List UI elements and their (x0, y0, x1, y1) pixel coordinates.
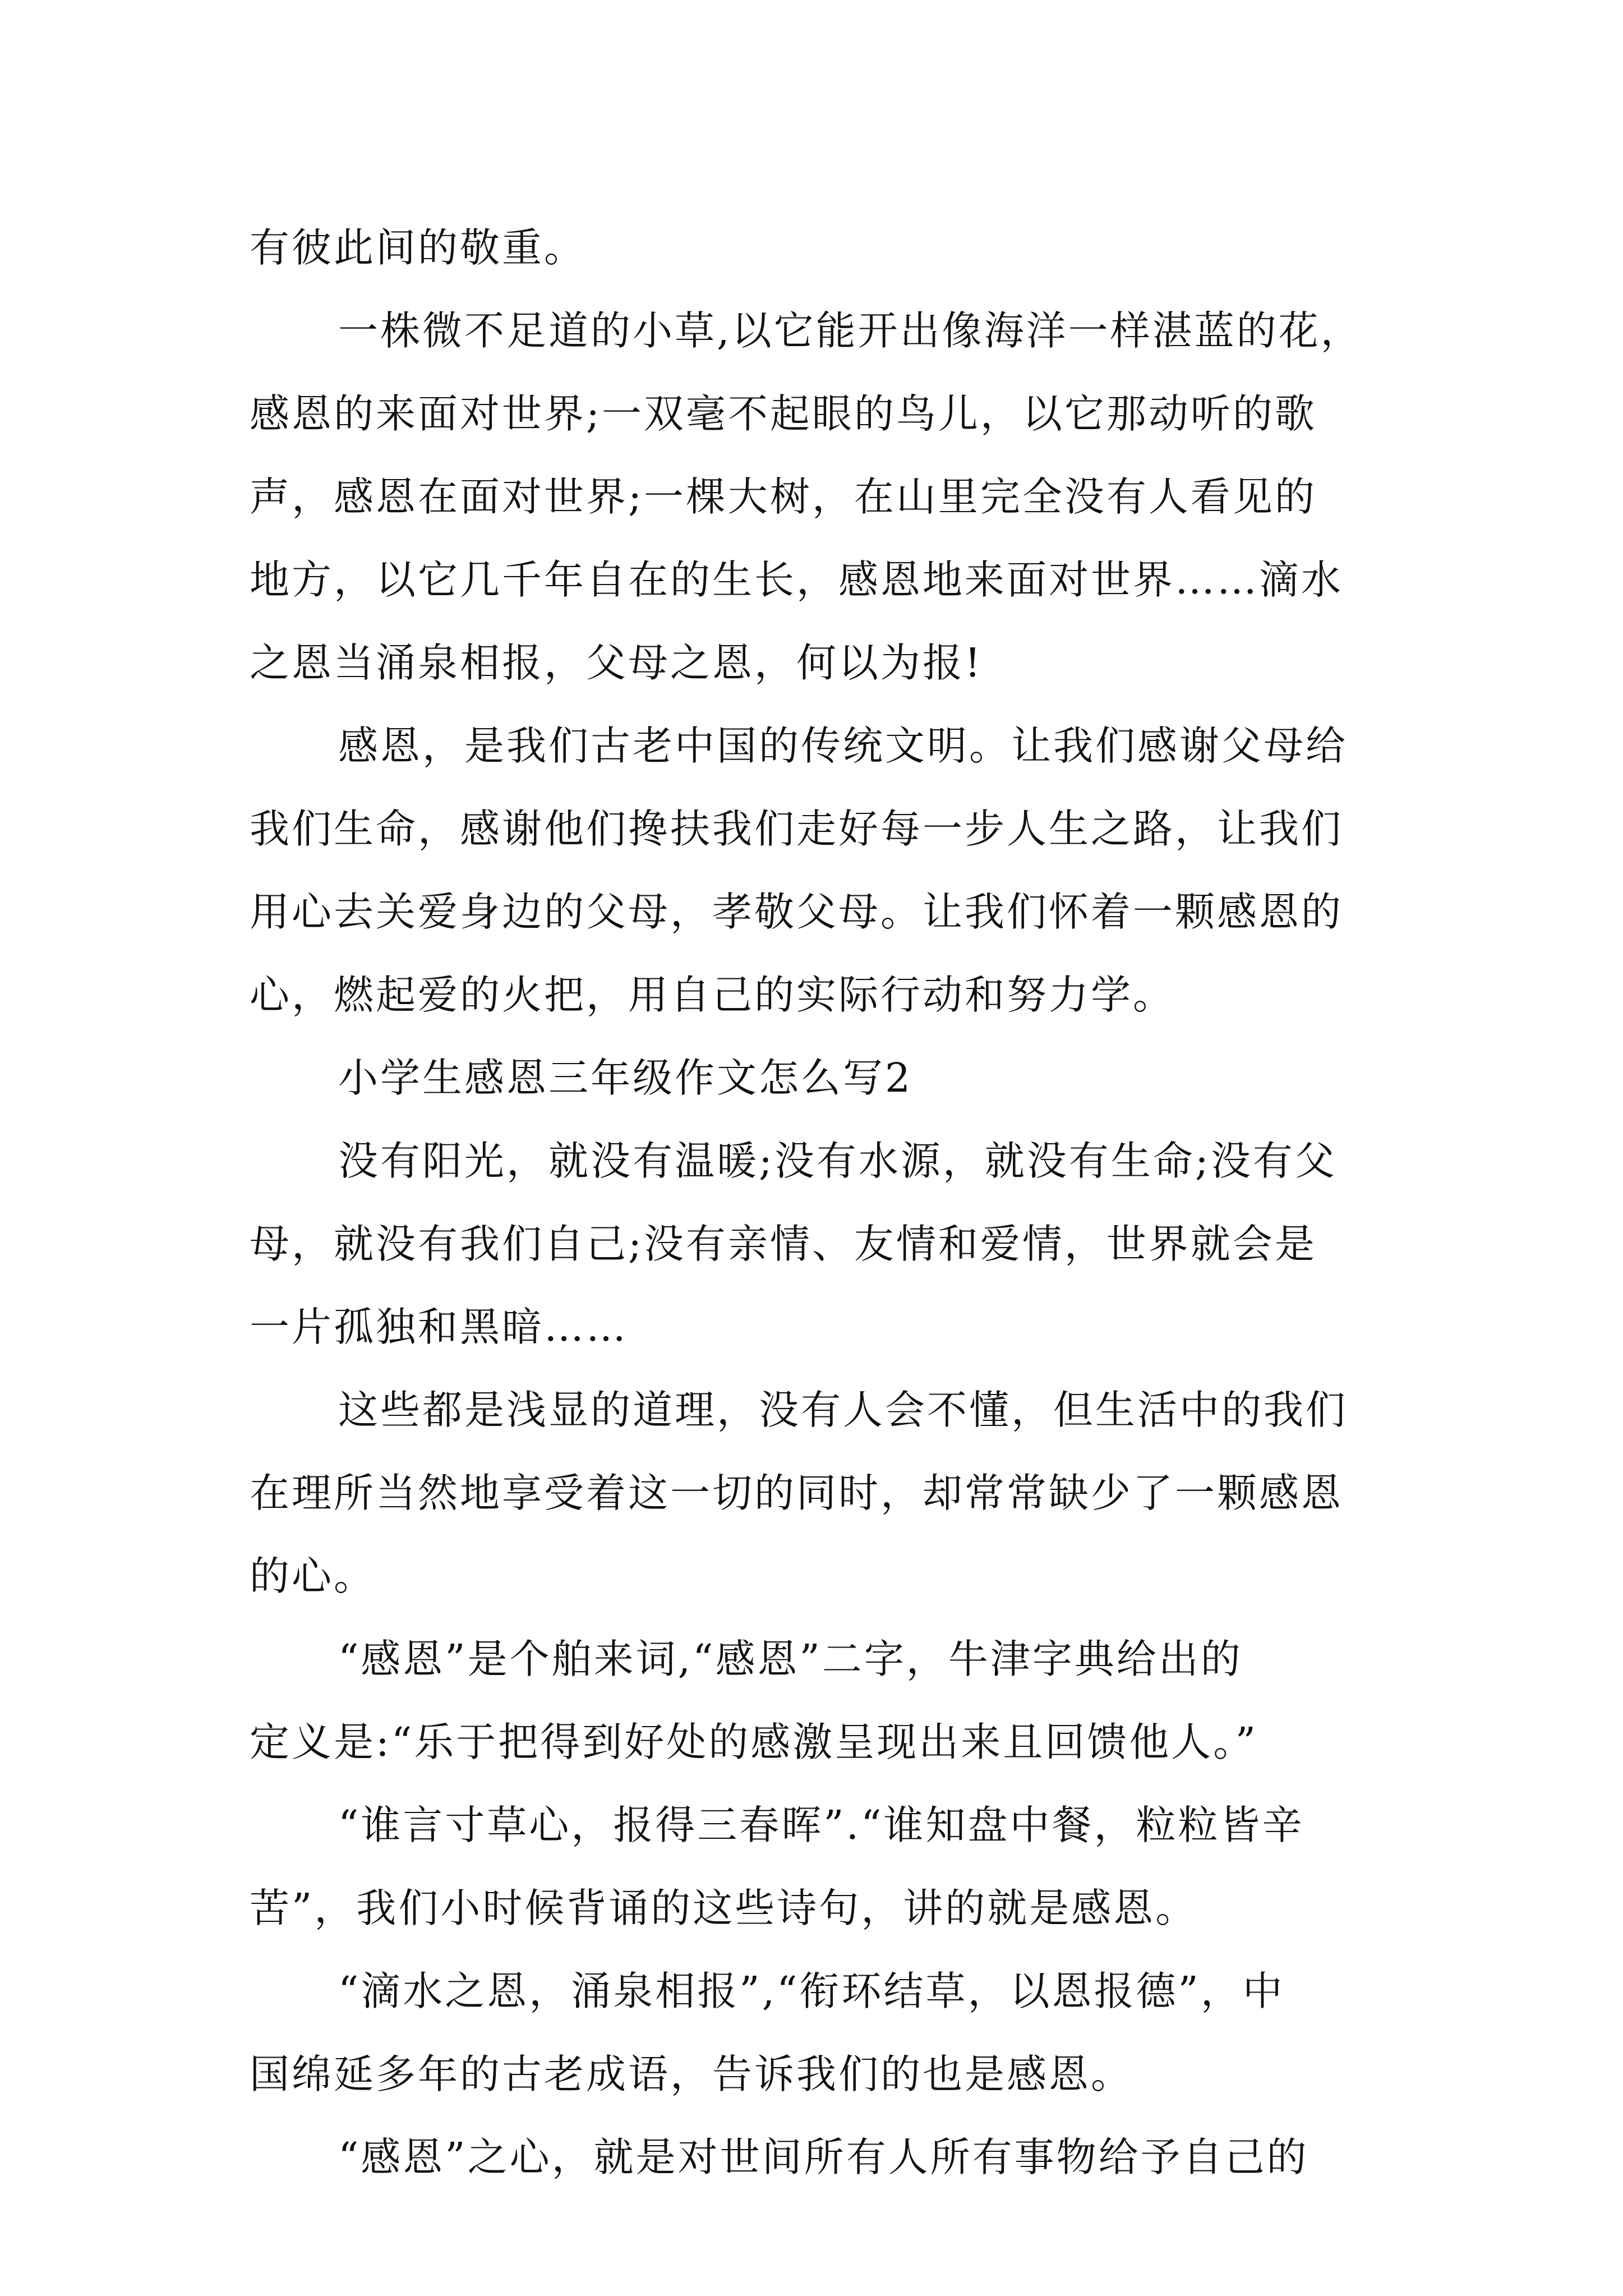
text-line: 国绵延多年的古老成语，告诉我们的也是感恩。 (250, 2051, 1133, 2097)
text-line: 一片孤独和黑暗…… (250, 1304, 629, 1350)
text-line: 声，感恩在面对世界;一棵大树，在山里完全没有人看见的 (250, 473, 1317, 520)
document-page (250, 206, 1391, 2199)
text-line: 用心去关爱身边的父母，孝敬父母。让我们怀着一颗感恩的 (250, 889, 1344, 935)
text-line: 一株微不足道的小草,以它能开出像海洋一样湛蓝的花， (338, 307, 1363, 354)
text-line: 苦”，我们小时候背诵的这些诗句，讲的就是感恩。 (250, 1885, 1198, 1931)
text-line: “感恩”之心，就是对世间所有人所有事物给予自己的 (338, 2134, 1309, 2180)
text-line: 母，就没有我们自己;没有亲情、友情和爱情，世界就会是 (250, 1221, 1317, 1267)
text-line: 之恩当涌泉相报，父母之恩，何以为报! (250, 639, 983, 686)
text-line: 没有阳光，就没有温暖;没有水源，就没有生命;没有父 (338, 1138, 1337, 1184)
text-line: 地方，以它几千年自在的生长，感恩地来面对世界……滴水 (250, 556, 1344, 603)
text-line: 感恩的来面对世界;一双毫不起眼的鸟儿，以它那动听的歌 (250, 390, 1317, 437)
text-line: 在理所当然地享受着这一切的同时，却常常缺少了一颗感恩 (250, 1470, 1344, 1516)
text-line: 心，燃起爱的火把，用自己的实际行动和努力学。 (250, 972, 1175, 1018)
text-line: “感恩”是个舶来词,“感恩”二字，牛津字典给出的 (338, 1636, 1243, 1682)
text-line: “谁言寸草心，报得三春晖”.“谁知盘中餐，粒粒皆辛 (338, 1802, 1304, 1848)
text-line: 这些都是浅显的道理，没有人会不懂，但生活中的我们 (338, 1387, 1348, 1433)
text-line: 有彼此间的敬重。 (250, 224, 587, 271)
text-line: “滴水之恩，涌泉相报”,“衔环结草，以恩报德”，中 (338, 1968, 1285, 2014)
text-line: 定义是:“乐于把得到好处的感激呈现出来且回馈他人。” (250, 1719, 1258, 1765)
section-heading: 小学生感恩三年级作文怎么写2 (338, 1055, 913, 1101)
text-line: 的心。 (250, 1553, 376, 1599)
text-line: 我们生命，感谢他们搀扶我们走好每一步人生之路，让我们 (250, 806, 1344, 852)
text-line: 感恩，是我们古老中国的传统文明。让我们感谢父母给 (338, 723, 1348, 769)
